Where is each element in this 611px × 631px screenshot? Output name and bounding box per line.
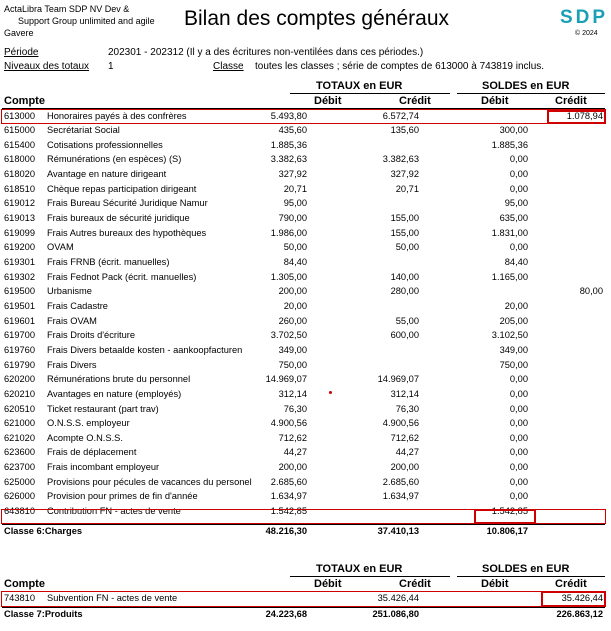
account-credit: 20,71	[395, 183, 419, 194]
table-row	[4, 490, 604, 505]
sdp-logo: SDP	[560, 7, 609, 28]
solde-debit-header: Débit	[481, 95, 509, 107]
table-row	[4, 241, 604, 256]
total-label: Classe 6:Charges	[4, 526, 83, 536]
account-label: Provisions pour pécules de vacances du personel	[47, 476, 252, 487]
table-row	[4, 417, 604, 432]
account-solde-debit: 0,00	[509, 169, 528, 180]
account-label: Frais Divers betaalde kosten - aankoopfacturen	[47, 344, 243, 355]
account-label: Frais bureaux de sécurité juridique	[47, 213, 190, 224]
account-label: Provision pour primes de fin d'année	[47, 491, 198, 502]
account-code: 619099	[4, 227, 36, 238]
account-code: 619302	[4, 271, 36, 282]
account-debit: 76,30	[283, 403, 307, 414]
table-row	[4, 227, 604, 242]
account-solde-debit: 20,00	[504, 300, 528, 311]
account-debit: 1.885,36	[270, 139, 307, 150]
account-label: Frais Bureau Sécurité Juridique Namur	[47, 198, 208, 209]
account-code: 619200	[4, 242, 36, 253]
account-credit: 135,60	[390, 125, 419, 136]
account-debit: 95,00	[283, 198, 307, 209]
table-row	[4, 388, 604, 403]
account-code: 623600	[4, 447, 36, 458]
account-code: 623700	[4, 462, 36, 473]
total-solde-debit: 10.806,17	[486, 526, 528, 536]
account-code: 613000	[4, 110, 36, 121]
account-solde-debit: 0,00	[509, 183, 528, 194]
account-label: O.N.S.S. employeur	[47, 418, 130, 429]
account-solde-debit: 0,00	[509, 447, 528, 458]
account-code: 626000	[4, 491, 36, 502]
table-row	[4, 300, 604, 315]
account-label: Rémunérations (en espèces) (S)	[47, 154, 182, 165]
company-line-2: Support Group unlimited and agile	[18, 16, 155, 26]
account-label: Frais Cadastre	[47, 300, 108, 311]
account-credit: 280,00	[390, 286, 419, 297]
account-label: Acompte O.N.S.S.	[47, 432, 123, 443]
report-header	[0, 0, 611, 44]
totaux-underline-2	[290, 576, 450, 577]
account-debit: 4.900,56	[270, 418, 307, 429]
account-code: 621020	[4, 432, 36, 443]
table-row	[4, 271, 604, 286]
account-credit: 1.634,97	[382, 491, 419, 502]
niveaux-label: Niveaux des totaux	[4, 61, 90, 72]
account-credit: 6.572,74	[382, 110, 419, 121]
account-debit: 349,00	[278, 344, 307, 355]
account-credit: 200,00	[390, 462, 419, 473]
highlight-613000-credit	[547, 110, 606, 124]
account-credit: 4.900,56	[382, 418, 419, 429]
account-label: Frais Droits d'écriture	[47, 330, 136, 341]
account-code: 625000	[4, 476, 36, 487]
highlight-row-613000	[1, 109, 606, 124]
account-solde-debit: 0,00	[509, 491, 528, 502]
account-solde-debit: 3.102,50	[491, 330, 528, 341]
total-debit-2: 24.223,68	[265, 609, 307, 619]
highlight-743810-credit	[541, 591, 606, 607]
account-solde-debit: 0,00	[509, 242, 528, 253]
account-debit: 312,14	[278, 388, 307, 399]
account-solde-debit: 1.542,85	[491, 506, 528, 517]
account-debit: 327,92	[278, 169, 307, 180]
account-label: Ticket restaurant (part trav)	[47, 403, 159, 414]
table-row	[4, 329, 604, 344]
table-row	[4, 315, 604, 330]
account-credit: 327,92	[390, 169, 419, 180]
account-code: 615000	[4, 125, 36, 136]
classe-label: Classe	[213, 61, 244, 72]
account-debit: 3.702,50	[270, 330, 307, 341]
totaux-header-2: TOTAUX en EUR	[316, 563, 403, 575]
account-debit: 750,00	[278, 359, 307, 370]
account-solde-debit: 0,00	[509, 476, 528, 487]
account-credit: 600,00	[390, 330, 419, 341]
account-label: Secrétariat Social	[47, 125, 120, 136]
account-solde-debit: 300,00	[499, 125, 528, 136]
account-code: 618510	[4, 183, 36, 194]
highlight-row-743810	[1, 591, 606, 607]
account-debit: 1.634,97	[270, 491, 307, 502]
account-solde-debit: 0,00	[509, 154, 528, 165]
account-solde-debit: 84,40	[504, 257, 528, 267]
table-row	[4, 461, 604, 476]
account-code: 643810	[4, 506, 36, 517]
account-solde-debit: 1.831,00	[491, 227, 528, 238]
account-debit: 712,62	[278, 432, 307, 443]
account-code: 621000	[4, 418, 36, 429]
page-title: Bilan des comptes généraux	[184, 7, 449, 30]
account-label: Avantage en nature dirigeant	[47, 169, 167, 180]
account-credit: 140,00	[390, 271, 419, 282]
copyright: © 2024	[575, 30, 598, 37]
marker-dot	[329, 391, 332, 394]
account-code: 619500	[4, 286, 36, 297]
account-solde-debit: 1.165,00	[491, 271, 528, 282]
periode-label: Période	[4, 47, 39, 58]
table-row	[4, 197, 604, 212]
table-row	[4, 285, 604, 300]
account-credit: 14.969,07	[377, 374, 419, 385]
company-name	[4, 3, 174, 39]
account-label: Subvention FN - actes de vente	[47, 593, 178, 603]
soldes-header: SOLDES en EUR	[482, 80, 570, 92]
account-solde-debit: 0,00	[509, 403, 528, 414]
table-row	[4, 476, 604, 491]
account-credit: 35.426,44	[377, 593, 419, 603]
compte-header: Compte	[4, 95, 45, 107]
account-label: Rémunérations brute du personnel	[47, 374, 191, 385]
account-label: Frais Autres bureaux des hypothèques	[47, 227, 207, 238]
account-debit: 14.969,07	[265, 374, 307, 385]
solde-credit-header: Crédit	[555, 95, 587, 107]
account-credit: 2.685,60	[382, 476, 419, 487]
account-credit: 50,00	[395, 242, 419, 253]
table-row	[4, 403, 604, 418]
soldes-underline	[457, 93, 605, 94]
total-row-classe-6	[4, 525, 604, 540]
account-code: 619601	[4, 315, 36, 326]
account-debit: 84,40	[283, 257, 307, 267]
account-label: OVAM	[47, 242, 74, 253]
total-row-classe-7	[4, 608, 604, 623]
account-code: 620200	[4, 374, 36, 385]
account-debit: 20,71	[283, 183, 307, 194]
account-solde-debit: 635,00	[499, 213, 528, 224]
account-credit: 155,00	[390, 213, 419, 224]
solde-debit-header-2: Débit	[481, 578, 509, 590]
totaux-underline	[290, 93, 450, 94]
table-row	[4, 256, 604, 271]
account-debit: 3.382,63	[270, 154, 307, 165]
account-label: Frais Fednot Pack (écrit. manuelles)	[47, 271, 197, 282]
account-debit: 200,00	[278, 462, 307, 473]
account-debit: 200,00	[278, 286, 307, 297]
account-debit: 1.986,00	[270, 227, 307, 238]
table-row	[4, 344, 604, 359]
account-solde-debit: 750,00	[499, 359, 528, 370]
account-credit: 155,00	[390, 227, 419, 238]
credit-header-2: Crédit	[399, 578, 431, 590]
account-debit: 435,60	[278, 125, 307, 136]
table-row	[4, 359, 604, 374]
account-solde-credit: 80,00	[579, 286, 603, 297]
account-code: 619501	[4, 300, 36, 311]
total-label-2: Classe 7:Produits	[4, 609, 83, 619]
table-row	[4, 153, 604, 168]
account-solde-debit: 0,00	[509, 432, 528, 443]
account-debit: 50,00	[283, 242, 307, 253]
account-code: 619301	[4, 257, 36, 267]
account-label: Frais OVAM	[47, 315, 97, 326]
account-label: Chèque repas participation dirigeant	[47, 183, 197, 194]
account-label: Frais incombant employeur	[47, 462, 160, 473]
table-row	[4, 432, 604, 447]
account-code: 618020	[4, 169, 36, 180]
periode-value: 202301 - 202312 (Il y a des écritures non-ventilées dans ces périodes.)	[108, 47, 424, 58]
account-code: 619012	[4, 198, 36, 209]
account-credit: 55,00	[395, 315, 419, 326]
account-code: 618000	[4, 154, 36, 165]
table-row	[4, 212, 604, 227]
account-credit: 3.382,63	[382, 154, 419, 165]
account-code: 619790	[4, 359, 36, 370]
total-debit: 48.216,30	[265, 526, 307, 536]
account-debit: 1.542,85	[270, 506, 307, 517]
account-credit: 712,62	[390, 432, 419, 443]
account-debit: 790,00	[278, 213, 307, 224]
debit-header-2: Débit	[314, 578, 342, 590]
account-label: Frais Divers	[47, 359, 97, 370]
account-label: Urbanisme	[47, 286, 92, 297]
account-solde-debit: 1.885,36	[491, 139, 528, 150]
table-row	[4, 168, 604, 183]
account-label: Cotisations professionnelles	[47, 139, 163, 150]
account-code: 615400	[4, 139, 36, 150]
total-credit-2: 251.086,80	[372, 609, 419, 619]
account-debit: 20,00	[283, 300, 307, 311]
company-line-3: Gavere	[4, 28, 34, 38]
account-code: 619760	[4, 344, 36, 355]
account-debit: 2.685,60	[270, 476, 307, 487]
account-solde-credit: 1.078,94	[566, 110, 603, 121]
soldes-underline-2	[457, 576, 605, 577]
total-solde-credit-2: 226.863,12	[556, 609, 603, 619]
account-solde-debit: 0,00	[509, 462, 528, 473]
soldes-header-2: SOLDES en EUR	[482, 563, 570, 575]
account-label: Contribution FN - actes de vente	[47, 506, 181, 517]
table-row	[4, 183, 604, 198]
niveaux-value: 1	[108, 61, 114, 72]
account-solde-credit: 35.426,44	[561, 593, 603, 603]
account-code: 620510	[4, 403, 36, 414]
highlight-643810-debit	[474, 509, 536, 524]
classe-value: toutes les classes ; série de comptes de 613000 à 743819 inclus.	[255, 61, 545, 72]
account-code: 620210	[4, 388, 36, 399]
account-solde-debit: 0,00	[509, 418, 528, 429]
table-row	[4, 124, 604, 139]
account-solde-debit: 95,00	[504, 198, 528, 209]
account-solde-debit: 205,00	[499, 315, 528, 326]
account-code: 619700	[4, 330, 36, 341]
total-credit: 37.410,13	[377, 526, 419, 536]
company-line-1: ActaLibra Team SDP NV Dev &	[4, 4, 130, 14]
account-credit: 312,14	[390, 388, 419, 399]
account-solde-debit: 0,00	[509, 388, 528, 399]
solde-credit-header-2: Crédit	[555, 578, 587, 590]
account-code: 743810	[4, 593, 36, 603]
compte-header-2: Compte	[4, 578, 45, 590]
account-solde-debit: 0,00	[509, 374, 528, 385]
account-debit: 1.305,00	[270, 271, 307, 282]
account-label: Frais de déplacement	[47, 447, 137, 458]
account-label: Honoraires payés à des confrères	[47, 110, 187, 121]
totaux-header: TOTAUX en EUR	[316, 80, 403, 92]
account-debit: 5.493,80	[270, 110, 307, 121]
account-label: Frais FRNB (écrit. manuelles)	[47, 257, 170, 267]
table-row	[4, 373, 604, 388]
account-credit: 76,30	[395, 403, 419, 414]
account-credit: 44,27	[395, 447, 419, 458]
table-row	[4, 139, 604, 154]
credit-header: Crédit	[399, 95, 431, 107]
debit-header: Débit	[314, 95, 342, 107]
account-code: 619013	[4, 213, 36, 224]
account-solde-debit: 349,00	[499, 344, 528, 355]
table-row	[4, 446, 604, 461]
account-label: Avantages en nature (employés)	[47, 388, 182, 399]
account-debit: 44,27	[283, 447, 307, 458]
account-debit: 260,00	[278, 315, 307, 326]
